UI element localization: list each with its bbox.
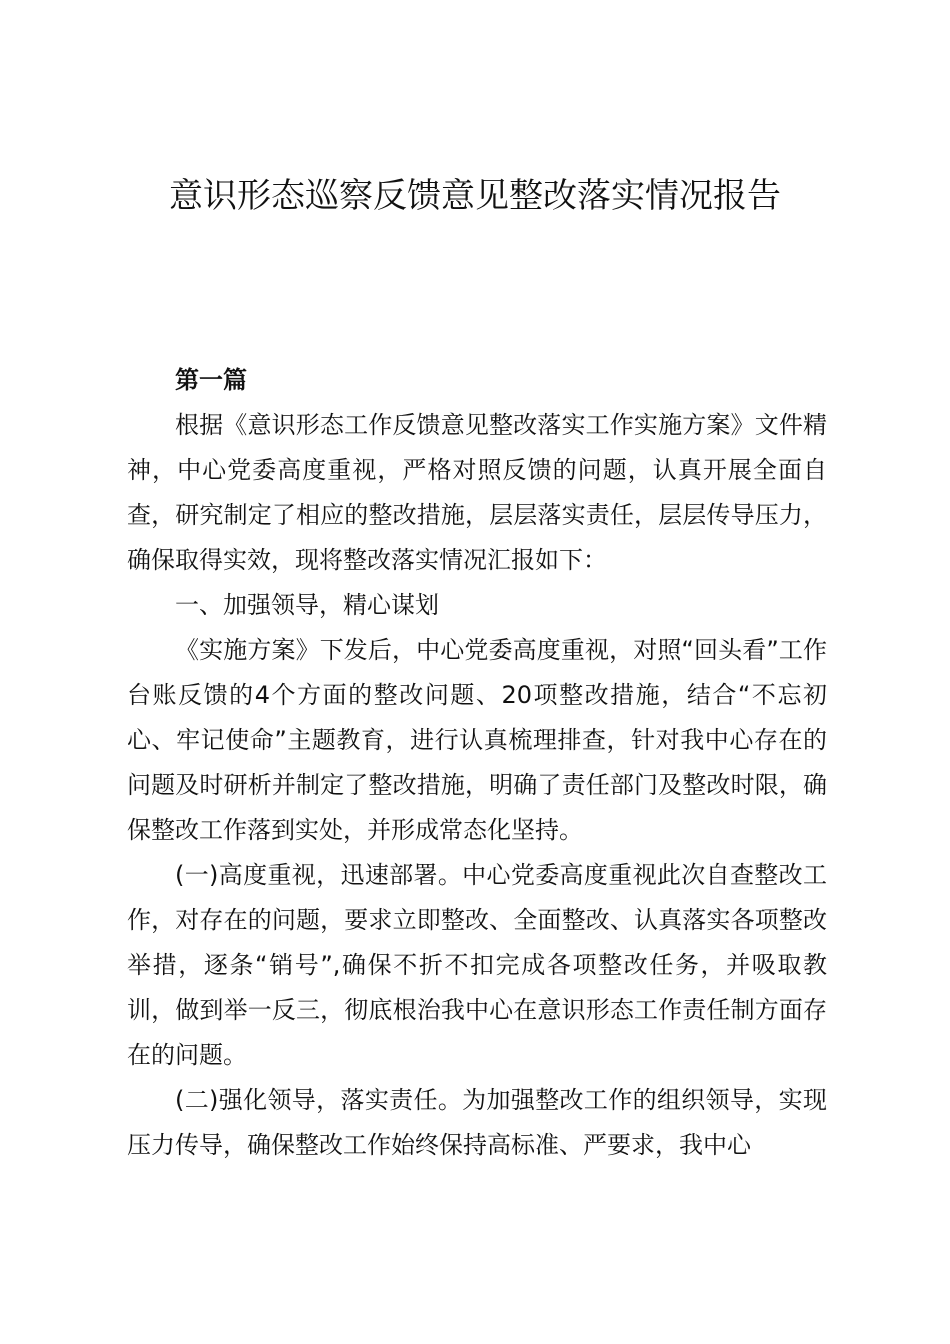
subsection-1-paragraph: (一)高度重视，迅速部署。中心党委高度重视此次自查整改工作，对存在的问题，要求立即整改、全面整改、认真落实各项整改举措，逐条“销号”,确保不折不扣完成各项整改任务，并吸取教训，做到举一反三，彻底根治我中心在意识形态工作责任制方面存在的问题。 bbox=[127, 861, 827, 1069]
document-title: 意识形态巡察反馈意见整改落实情况报告 bbox=[169, 176, 781, 216]
intro-paragraph: 根据《意识形态工作反馈意见整改落实工作实施方案》文件精神，中心党委高度重视，严格对照反馈的问题，认真开展全面自查，研究制定了相应的整改措施，层层落实责任，层层传导压力，确保取得实效，现将整改落实情况汇报如下： bbox=[127, 411, 827, 574]
section-1-paragraph: 《实施方案》下发后，中心党委高度重视，对照“回头看”工作台账反馈的4个方面的整改问题、20项整改措施，结合“不忘初心、牢记使命”主题教育，进行认真梳理排查，针对我中心存在的问题及时研析并制定了整改措施，明确了责任部门及整改时限，确保整改工作落到实处，并形成常态化坚持。 bbox=[127, 636, 827, 844]
section-heading-1: 一、加强领导，精心谋划 bbox=[175, 591, 439, 619]
document-body bbox=[127, 358, 827, 1168]
subsection-2-paragraph: (二)强化领导，落实责任。为加强整改工作的组织领导，实现压力传导，确保整改工作始终保持高标准、严要求，我中心 bbox=[127, 1086, 827, 1159]
chapter-label: 第一篇 bbox=[175, 366, 247, 394]
